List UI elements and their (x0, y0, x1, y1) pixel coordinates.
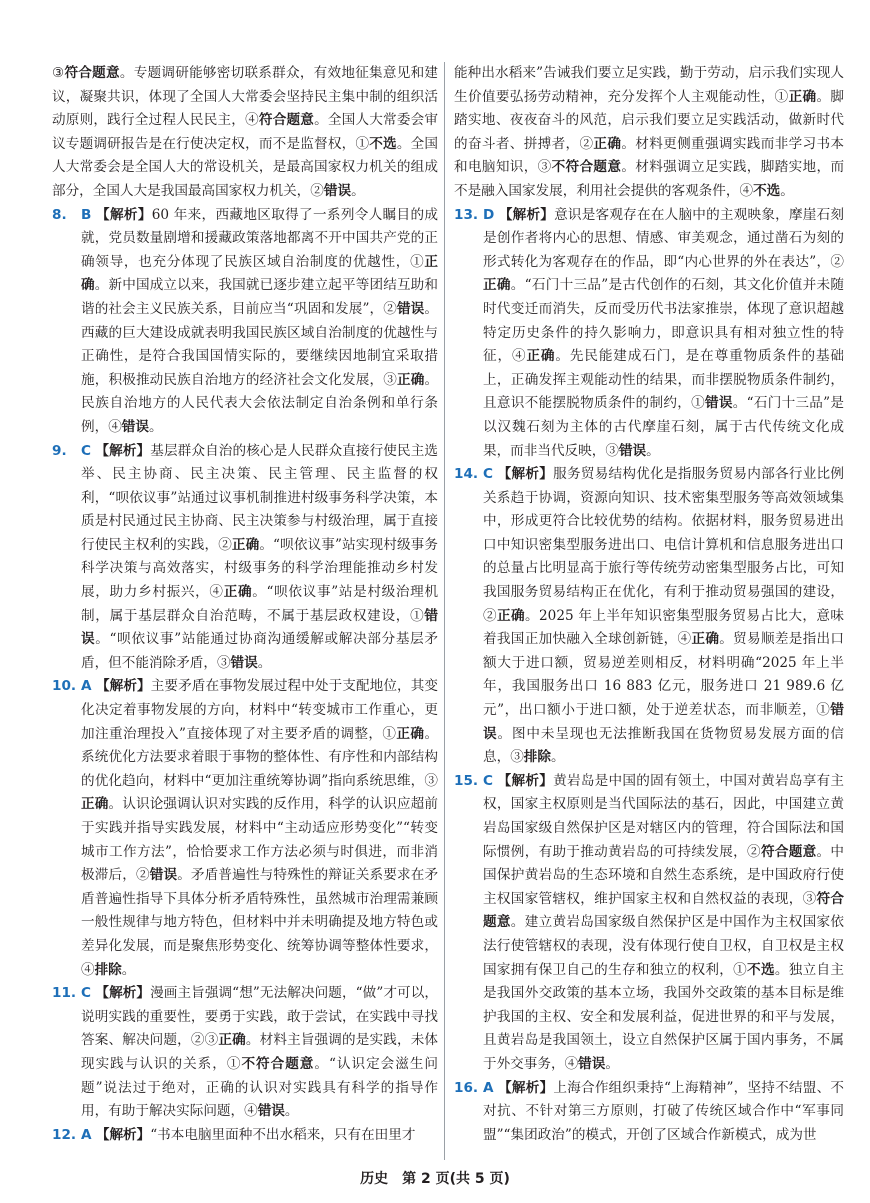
answer-item-10: 10. A 【解析】主要矛盾在事物发展过程中处于支配地位，其变化决定着事物发展的方向，材料中“转变城市工作重心，更加注重治理投入”直接体现了对主要矛盾的调整，①正确。系统优化方法要求着眼于事物的整体性、有序性和内部结构的优化趋向，材料中“更加注重统筹协调”指向系统思维，③正确。认识论强调认识对实践的反作用，科学的认识应超前于实践并指导实践发展，材料中“主动适应形势变化”“转变城市工作方法”，恰恰要求工作方法必须与时俱进，而非消极滞后，②错误。矛盾普遍性与特殊性的辩证关系要求在矛盾普遍性指导下具体分析矛盾特殊性，虽然城市治理需兼顾一般性规律与地方特色，但材料中并未明确提及地方特色或差异化发展，而是聚焦形势变化、统筹协调等整体性要求，④排除。 (52, 675, 438, 982)
answer-letter: C (483, 466, 493, 483)
answer-letter: B (81, 206, 92, 223)
analysis-tag: 【解析】 (95, 442, 151, 459)
answer-letter: C (81, 442, 91, 459)
analysis-tag: 【解析】 (95, 1126, 151, 1143)
answer-item-9: 9. C 【解析】基层群众自治的核心是人民群众直接行使民主选举、民主协商、民主决策、民主管理、民主监督的权利，“呗依议事”站通过议事机制推进村级事务科学决策，本质是村民通过民主协商、民主决策参与村级治理，属于直接行使民主权利的实践，②正确。“呗依议事”站实现村级事务科学决策与高效落实，村级事务的科学治理能推动乡村发展，助力乡村振兴，④正确。“呗依议事”站是村级治理机制，属于基层群众自治范畴，不属于基层政权建设，①错误。“呗依议事”站能通过协商沟通缓解或解决部分基层矛盾，但不能消除矛盾，③错误。 (52, 440, 438, 676)
answer-item-12: 12. A 【解析】“书本电脑里面种不出水稻来，只有在田里才 (52, 1124, 438, 1148)
answer-letter: A (81, 1126, 92, 1143)
question-number: 12. (52, 1126, 77, 1143)
question-number: 13. (454, 206, 479, 223)
q7-continuation: ③符合题意。专题调研能够密切联系群众，有效地征集意见和建议，凝聚共识，体现了全国人大常委会坚持民主集中制的组织活动原则，践行全过程人民民主，④符合题意。全国人大常委会审议专题调研报告是在行使决定权，而不是监督权，①不选。全国人大常委会是全国人大的常设机关，是最高国家权力机关的组成部分，全国人大是我国最高国家权力机关，②错误。 (52, 65, 439, 199)
answer-item-11: 11. C 【解析】漫画主旨强调“想”无法解决问题，“做”才可以，说明实践的重要性，要勇于实践，敢于尝试，在实践中寻找答案、解决问题，②③正确。材料主旨强调的是实践，未体现实践与认识的关系，①不符合题意。“认识定会滋生问题”说法过于绝对，正确的认识对实践具有科学的指导作用，有助于解决实际问题，④错误。 (52, 982, 438, 1124)
right-column (454, 62, 844, 1147)
answer-letter: C (483, 772, 493, 789)
answer-item-16: 16. A 【解析】上海合作组织秉持“上海精神”，坚持不结盟、不对抗、不针对第三方原则，打破了传统区域合作中“军事同盟”“集团政治”的模式，开创了区域合作新模式，成为世 (454, 1077, 844, 1148)
analysis-tag: 【解析】 (497, 772, 554, 789)
q12-continuation: 能种出水稻来”告诫我们要立足实践，勤于劳动，启示我们实现人生价值要弘扬劳动精神，充分发挥个人主观能动性，①正确。脚踏实地、夜夜奋斗的风范，启示我们要立足实践活动，做新时代的奋斗者、拼搏者，②正确。材料更侧重强调实践而非学习书本和电脑知识，③不符合题意。材料强调立足实践，脚踏实地，而不是融入国家发展，利用社会提供的客观条件，④不选。 (454, 65, 845, 199)
answer-letter: A (483, 1079, 494, 1096)
analysis-tag: 【解析】 (95, 678, 151, 695)
left-column (52, 62, 438, 1147)
column-divider (444, 62, 445, 1160)
answer-item-15: 15. C 【解析】黄岩岛是中国的固有领土，中国对黄岩岛享有主权，国家主权原则是当代国际法的基石，因此，中国建立黄岩岛国家级自然保护区是对辖区内的管理，符合国际法和国际惯例，有助于推动黄岩岛的可持续发展，②符合题意。中国保护黄岩岛的生态环境和自然生态系统，是中国政府行使主权国家管辖权，维护国家主权和自然权益的表现，③符合题意。建立黄岩岛国家级自然保护区是中国作为主权国家依法行使管辖权的表现，没有体现行使自卫权，自卫权是主权国家拥有保卫自己的生存和独立的权利，①不选。独立自主是我国外交政策的基本立场，我国外交政策的基本目标是维护我国的主权、安全和发展利益，促进世界的和平与发展，且黄岩岛是我国领土，设立自然保护区属于国内事务，不属于外交事务，④错误。 (454, 770, 844, 1077)
question-number: 9. (52, 442, 67, 459)
question-number: 8. (52, 206, 67, 223)
question-number: 14. (454, 466, 479, 483)
analysis-tag: 【解析】 (95, 985, 151, 1002)
question-number: 11. (52, 985, 77, 1002)
answer-item-13: 13. D 【解析】意识是客观存在在人脑中的主观映象，摩崖石刻是创作者将内心的思想、情感、审美观念，通过凿石为刻的形式转化为客观存在的作品，即“内心世界的外在表达”，②正确。“石门十三品”是古代创作的石刻，其文化价值并未随时代变迁而消失，反而受历代书法家推崇，体现了意识超越特定历史条件的持久影响力，即意识具有相对独立性的特征，④正确。先民能建成石门，是在尊重物质条件的基础上，正确发挥主观能动性的结果，而非摆脱物质条件制约，且意识不能摆脱物质条件的制约，①错误。“石门十三品”是以汉魏石刻为主体的古代摩崖石刻，属于古代传统文化成果，而非当代反映，③错误。 (454, 204, 844, 464)
answer-item-14: 14. C 【解析】服务贸易结构优化是指服务贸易内部各行业比例关系趋于协调，资源向知识、技术密集型服务等高效领域集中，形成更符合比较优势的结构。依据材料，服务贸易进出口中知识密集型服务进出口、电信计算机和信息服务进出口的总量占比明显高于旅行等传统劳动密集型服务占比，可知我国服务贸易结构正在优化，有利于推动贸易强国的建设，②正确。2025 年上半年知识密集型服务贸易占比大，意味着我国正加快融入全球创新链，④正确。贸易顺差是指出口额大于进口额，贸易逆差则相反，材料明确“2025 年上半年，我国服务出口 16 883 亿元，服务进口 21 989.6 亿元”，出口额小于进口额，处于逆差状态，而非顺差，①错误。图中未呈现也无法推断我国在货物贸易发展方面的信息，③排除。 (454, 463, 844, 770)
question-number: 10. (52, 678, 77, 695)
answer-letter: D (483, 206, 495, 223)
analysis-tag: 【解析】 (498, 206, 555, 223)
question-number: 16. (454, 1079, 479, 1096)
analysis-tag: 【解析】 (498, 1079, 554, 1096)
question-number: 15. (454, 772, 479, 789)
analysis-tag: 【解析】 (96, 206, 152, 223)
answer-letter: A (81, 678, 92, 695)
answer-item-8: 8. B 【解析】60 年来，西藏地区取得了一系列令人瞩目的成就，党员数量剧增和援藏政策落地都离不开中国共产党的正确领导，也充分体现了民族区域自治制度的优越性，①正确。新中国成立以来，我国就已逐步建立起平等团结互助和谐的社会主义民族关系，目前应当“巩固和发展”，②错误。西藏的巨大建设成就表明我国民族区域自治制度的优越性与正确性，是符合我国国情实际的，要继续因地制宜采取措施，积极推动民族自治地方的经济社会文化发展，③正确。民族自治地方的人民代表大会依法制定自治条例和单行条例，④错误。 (52, 204, 438, 440)
page-footer: 历史 第 2 页(共 5 页) (360, 1171, 510, 1187)
answer-letter: C (81, 985, 91, 1002)
analysis-tag: 【解析】 (497, 466, 554, 483)
